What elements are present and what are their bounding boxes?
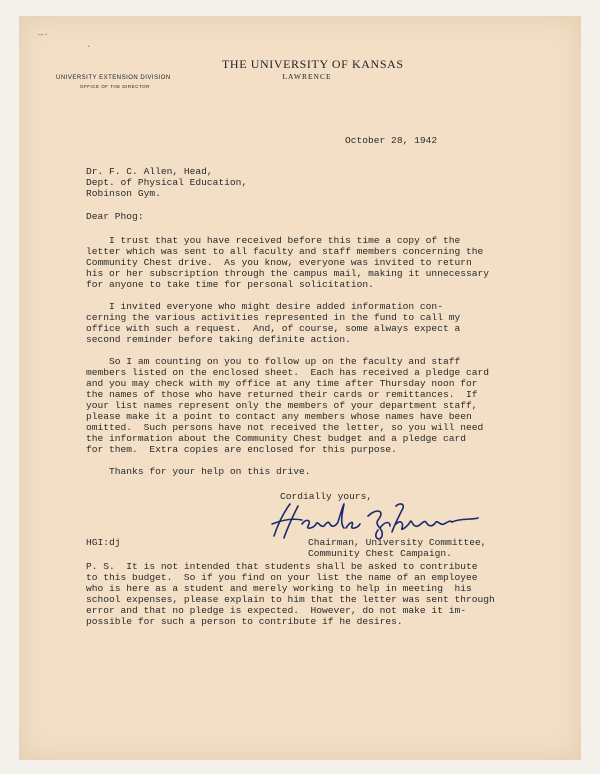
postscript-line: possible for such a person to contribute if he desires. [86,616,403,627]
body-line: Community Chest drive. As you know, everyone was invited to return [86,257,472,268]
postscript-line: error and that no pledge is expected. However, do not make it im- [86,605,466,616]
closing: Cordially yours, [280,491,373,502]
postscript-line: to this budget. So if you find on your list the name of an employee [86,572,478,583]
body-line: I invited everyone who might desire added information con- [86,301,443,312]
office-name: OFFICE OF THE DIRECTOR [80,84,150,89]
postscript-line: P. S. It is not intended that students shall be asked to contribute [86,561,478,572]
body-line: members listed on the enclosed sheet. Each has received a pledge card [86,367,490,378]
salutation: Dear Phog: [86,211,144,222]
body-line: I trust that you have received before this time a copy of the [86,235,461,246]
division-name: UNIVERSITY EXTENSION DIVISION [56,75,171,81]
body-line: please make it a point to contact any members whose names have been [86,411,472,422]
signer-title: Chairman, University Committee, [308,537,487,548]
body-line: his or her subscription through the campus mail, making it unnecessary [86,268,490,279]
body-line: and you may check with my office at any time after Thursday noon for [86,378,478,389]
body-line: the information about the Community Chest budget and a pledge card [86,433,466,444]
body-line: office with such a request. And, of course, some always expect a [86,323,461,334]
body-line: letter which was sent to all faculty and staff members concerning the [86,246,484,257]
body-line: cerning the various activities represented in the fund to call my [86,312,461,323]
postscript-line: school expenses, please explain to him that the letter was sent through [86,594,495,605]
body-line: Thanks for your help on this drive. [86,466,311,477]
address-line: Dr. F. C. Allen, Head, [86,166,213,177]
body-line: So I am counting on you to follow up on the faculty and staff [86,356,461,367]
typist-initials: HGI:dj [86,537,121,548]
body-line: for them. Extra copies are enclosed for this purpose. [86,444,397,455]
body-line: omitted. Such persons have not received the letter, so you will need [86,422,484,433]
corner-mark: —· [38,30,49,40]
body-line: your list names represent only the members of your department staff, [86,400,478,411]
signer-title: Community Chest Campaign. [308,548,452,559]
address-line: Robinson Gym. [86,188,161,199]
body-line: second reminder before taking definite action. [86,334,351,345]
corner-mark: · [86,42,92,52]
address-line: Dept. of Physical Education, [86,177,248,188]
letter-date: October 28, 1942 [345,135,438,146]
university-name: THE UNIVERSITY OF KANSAS [222,57,404,71]
university-city: LAWRENCE [282,72,332,81]
postscript-line: who is here as a student and merely working to help in meeting his [86,583,472,594]
body-line: for anyone to take time for personal solicitation. [86,279,374,290]
body-line: the names of those who have returned their cards or remittances. If [86,389,478,400]
